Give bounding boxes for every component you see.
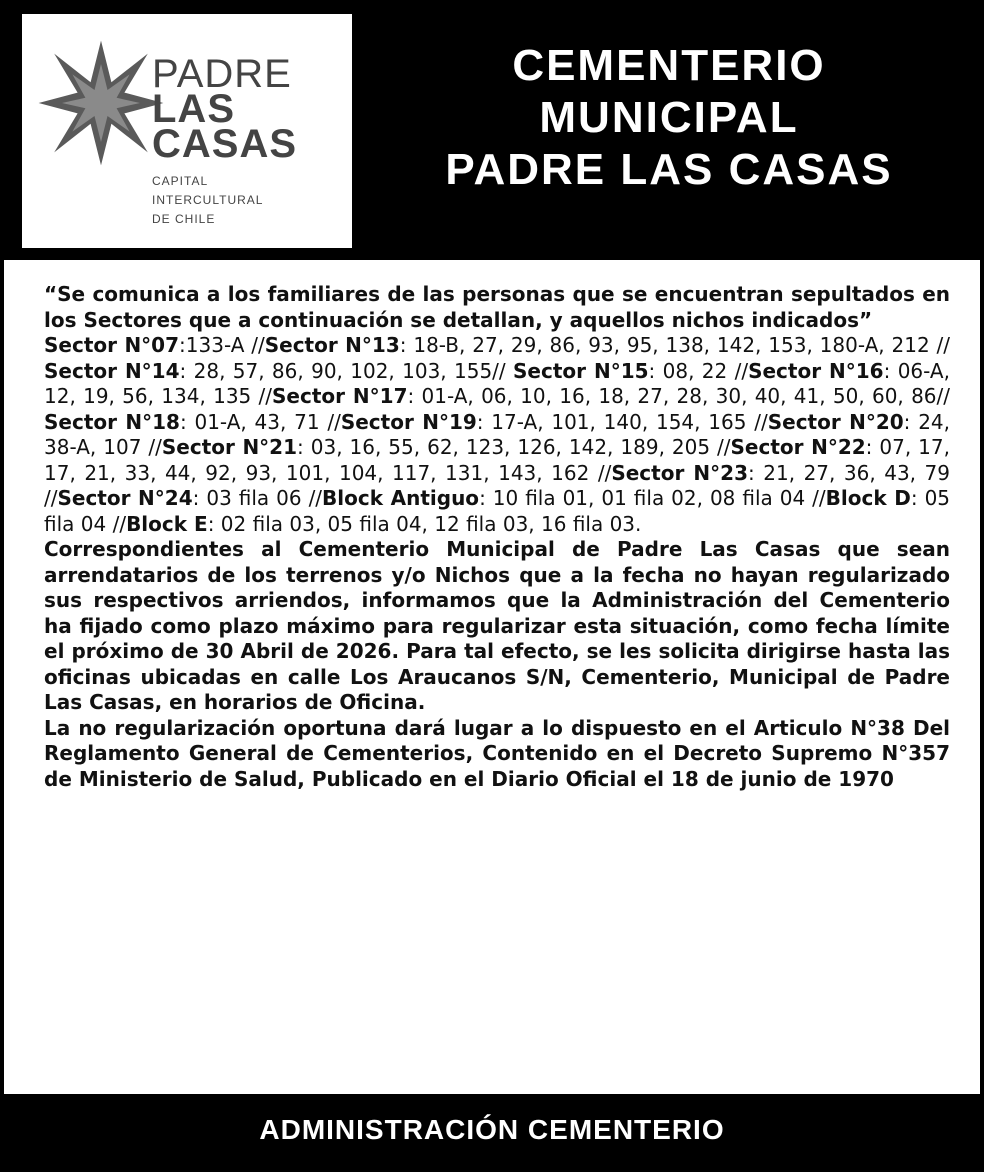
sector-label: Sector N°23: [611, 460, 748, 485]
sector-label: Block Antiguo: [322, 486, 480, 510]
notice-body: [44, 282, 950, 792]
sector-values: 21, 27, 36, 43, 79 //: [44, 460, 950, 510]
logo-tagline-line: INTERCULTURAL: [152, 193, 264, 207]
sector-values: 01-A, 06, 10, 16, 18, 27, 28, 30, 40, 41, 50, 60, 86//: [414, 384, 950, 408]
sector-separator: :: [910, 486, 918, 510]
sector-label: Sector N°16: [748, 358, 884, 383]
star-logo-icon: [36, 38, 166, 168]
sector-values: 24, 38-A, 107 //: [44, 409, 951, 459]
sector-values: 06-A, 12, 19, 56, 134, 135 //: [44, 358, 950, 408]
sector-label: Sector N°17: [272, 384, 408, 408]
sector-separator: :: [179, 333, 186, 357]
sector-list: [44, 333, 950, 537]
sector-values: 07, 17, 17, 21, 33, 44, 92, 93, 101, 104, 117, 131, 143, 162 //: [44, 435, 950, 485]
title-line: CEMENTERIO: [512, 41, 826, 90]
sector-values: 01-A, 43, 71 //: [186, 409, 341, 434]
logo-word-las: LAS: [152, 87, 235, 131]
logo-word-casas: CASAS: [152, 122, 298, 166]
sector-values: 28, 57, 86, 90, 102, 103, 155//: [186, 358, 514, 383]
sector-label: Sector N°24: [57, 486, 193, 510]
sector-values: 05 fila 04 //: [44, 486, 951, 536]
sector-values: 10 fila 01, 01 fila 02, 08 fila 04 //: [485, 486, 826, 510]
footer-text: ADMINISTRACIÓN CEMENTERIO: [259, 1114, 725, 1145]
sector-values: 03, 16, 55, 62, 123, 126, 142, 189, 205 //: [303, 435, 731, 459]
sector-separator: :: [207, 511, 215, 536]
sector-label: Sector N°19: [340, 409, 477, 434]
logo-tagline-line: DE CHILE: [152, 212, 216, 226]
header-bar: [4, 4, 980, 260]
sector-label: Sector N°13: [264, 333, 400, 357]
sector-separator: :: [865, 435, 873, 459]
sector-values: 03 fila 06 //: [199, 486, 323, 510]
sector-separator: :: [179, 358, 187, 383]
sector-values: 133-A //: [185, 333, 265, 357]
sector-separator: :: [192, 486, 200, 510]
sector-separator: :: [479, 486, 486, 510]
sector-separator: :: [648, 358, 656, 383]
legal-paragraph: La no regularización oportuna dará lugar a lo dispuesto en el Articulo N°38 Del Reglamento General de Cementerios, Contenido en el Decreto Supremo N°357 de Ministerio de Salud, Publicado en el Diario Oficial el 18 de junio de 1970: [44, 715, 950, 791]
sector-label: Sector N°07: [44, 333, 180, 357]
sector-separator: :: [297, 435, 304, 459]
logo-tagline: [152, 172, 263, 229]
sector-label: Sector N°22: [730, 435, 866, 459]
sector-label: Sector N°20: [767, 409, 904, 434]
intro-paragraph: “Se comunica a los familiares de las personas que se encuentran sepultados en los Sectores que a continuación se detallan, y aquellos nichos indicados”: [44, 282, 950, 332]
sector-values: 02 fila 03, 05 fila 04, 12 fila 03, 16 fila 03.: [214, 511, 642, 536]
title-line: MUNICIPAL: [539, 93, 799, 142]
sector-separator: :: [179, 409, 187, 434]
sector-separator: :: [399, 333, 407, 357]
logo-word-padre: PADRE: [152, 52, 292, 96]
deadline-paragraph: Correspondientes al Cementerio Municipal de Padre Las Casas que sean arrendatarios de los terrenos y/o Nichos que a la fecha no hayan regularizado sus respectivos arriendos, informamos que la Administración del Cementerio ha fijado como plazo máximo para regularizar esta situación, como fecha límite el próximo de 30 Abril de 2026. Para tal efecto, se les solicita dirigirse hasta las oficinas ubicadas en calle Los Araucanos S/N, Cementerio, Municipal de Padre Las Casas, en horarios de Oficina.: [44, 537, 950, 714]
sector-values: 18-B, 27, 29, 86, 93, 95, 138, 142, 153, 180-A, 212 //: [406, 333, 950, 357]
sector-label: Block D: [825, 486, 911, 510]
sector-label: Sector N°18: [44, 409, 180, 434]
notice-title: [374, 40, 964, 196]
sector-values: 17-A, 101, 140, 154, 165 //: [483, 409, 768, 434]
sector-values: 08, 22 //: [655, 358, 749, 383]
footer-bar: [4, 1094, 980, 1168]
sector-separator: :: [903, 409, 911, 434]
title-line: PADRE LAS CASAS: [445, 145, 893, 194]
sector-label: Sector N°21: [161, 435, 298, 459]
sector-label: Sector N°14: [44, 358, 180, 383]
municipality-logo: [22, 14, 352, 248]
sector-separator: :: [883, 358, 891, 383]
sector-label: Sector N°15: [513, 358, 649, 383]
sector-separator: :: [476, 409, 484, 434]
sector-separator: :: [407, 384, 415, 408]
logo-tagline-line: CAPITAL: [152, 174, 209, 188]
sector-label: Block E: [126, 511, 208, 536]
sector-separator: :: [748, 460, 755, 485]
